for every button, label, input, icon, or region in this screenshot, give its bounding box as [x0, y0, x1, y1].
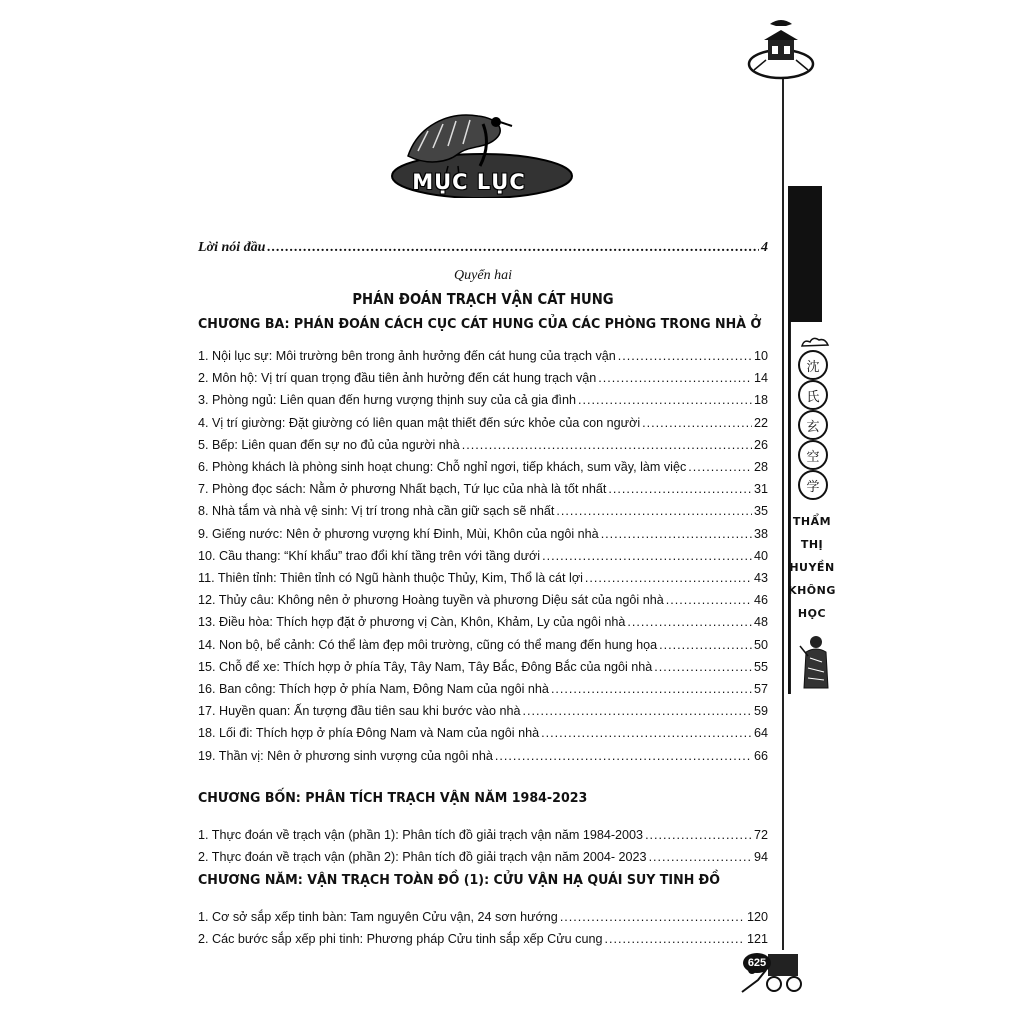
dot-leader [560, 911, 745, 924]
book-label: Quyển hai [454, 268, 512, 283]
toc-entry-title: 13. Điều hòa: Thích hợp đặt ở phương vị Càn, Khôn, Khảm, Ly của ngôi nhà [198, 615, 626, 630]
toc-entry [198, 720, 768, 740]
seal-icon: 空 [798, 440, 828, 470]
toc-entry-page: 43 [753, 571, 768, 585]
seal-icon: 玄 [798, 410, 828, 440]
toc-entry-title: 2. Các bước sắp xếp phi tinh: Phương pháp Cửu tinh sắp xếp Cửu cung [198, 932, 603, 947]
cloud-icon [800, 336, 830, 350]
series-title-line: HỌC [797, 607, 827, 620]
toc-entry [198, 432, 768, 452]
part-title: PHÁN ĐOÁN TRẠCH VẬN CÁT HUNG [352, 290, 614, 308]
dot-leader [541, 728, 752, 741]
chapter-title: CHƯƠNG NĂM: VẬN TRẠCH TOÀN ĐỒ (1): CỬU VẬN HẠ QUÁI SUY TINH ĐỒ [198, 872, 721, 888]
toc-entry [198, 609, 768, 629]
toc-entry-page: 121 [746, 932, 768, 947]
series-title [788, 510, 836, 625]
toc-entry-title: 1. Cơ sở sắp xếp tinh bàn: Tam nguyên Cửu vận, 24 sơn hướng [198, 910, 558, 924]
toc-entry-page: 46 [753, 593, 768, 608]
toc-entry-title: 1. Thực đoán về trạch vận (phần 1): Phân tích đồ giải trạch vận năm 1984-2003 [198, 828, 644, 842]
dot-leader [608, 484, 752, 497]
toc-entry-title: 19. Thần vị: Nên ở phương sinh vượng của ngôi nhà [198, 748, 493, 763]
chapter-title: CHƯƠNG BA: PHÁN ĐOÁN CÁCH CỤC CÁT HUNG CỦA CÁC PHÒNG TRONG NHÀ Ở [198, 316, 762, 332]
seal-icon: 沈 [798, 350, 828, 380]
page-number: 625 [743, 953, 771, 973]
dot-leader [605, 934, 745, 947]
toc-entry-page: 22 [753, 415, 768, 430]
dot-leader [642, 417, 752, 430]
toc-entry-page: 10 [753, 349, 768, 363]
toc-entry [198, 387, 768, 407]
dot-leader [598, 373, 752, 386]
series-title-line: THẨM [792, 515, 832, 528]
toc-entry-title: 4. Vị trí giường: Đặt giường có liên quan mật thiết đến sức khỏe của con người [198, 415, 641, 430]
dot-leader [523, 706, 752, 719]
toc-entry-page: 57 [753, 682, 768, 696]
dot-leader [649, 852, 752, 865]
toc-entry-page: 66 [753, 748, 768, 763]
toc-entry-page: 40 [753, 548, 768, 563]
toc-entry [198, 822, 768, 842]
toc-entry-title: 14. Non bộ, bể cảnh: Có thể làm đẹp môi trường, cũng có thể mang đến hung họa [198, 637, 658, 652]
seal-icon: 氏 [798, 380, 828, 410]
toc-entry [198, 410, 768, 430]
toc-entry [198, 926, 768, 946]
toc-entry-title: 11. Thiên tỉnh: Thiên tỉnh có Ngũ hành thuộc Thủy, Kim, Thổ là cát lợi [198, 571, 583, 585]
house-emblem-icon [746, 18, 816, 82]
toc-entry-title: 8. Nhà tắm và nhà vệ sinh: Vị trí trong nhà cần giữ sạch sẽ nhất [198, 504, 555, 519]
toc-entry [198, 565, 768, 585]
toc-entry [198, 454, 768, 474]
dot-leader [688, 461, 752, 474]
toc-entry-title: 17. Huyền quan: Ấn tượng đầu tiên sau khi bước vào nhà [198, 704, 521, 719]
toc-entry-page: 18 [753, 393, 768, 408]
toc-entry-title: 7. Phòng đọc sách: Nằm ở phương Nhất bạch, Tứ lục của nhà là tốt nhất [198, 482, 607, 497]
toc-entry-page: 35 [753, 504, 768, 519]
dot-leader [585, 572, 752, 585]
toc-entry-page: 64 [753, 726, 768, 741]
toc-entry [198, 498, 768, 518]
toc-entry-page: 26 [753, 437, 768, 452]
toc-entry-title: 16. Ban công: Thích hợp ở phía Nam, Đông Nam của ngôi nhà [198, 682, 549, 696]
dot-leader [654, 661, 752, 674]
toc-entry [198, 521, 768, 541]
toc-entry-title: 12. Thủy câu: Không nên ở phương Hoàng tuyền và phương Diệu sát của ngôi nhà [198, 593, 664, 608]
toc-entry-page: 28 [753, 460, 768, 474]
toc-entry-page: 14 [753, 371, 768, 386]
toc-entry [198, 543, 768, 563]
series-title-line: HUYỀN [789, 561, 835, 574]
dot-leader [495, 750, 752, 763]
toc-heading: MỤC LỤC [412, 170, 526, 194]
series-title-line: THỊ [800, 538, 824, 551]
toc-entry-page: 120 [746, 910, 768, 924]
dot-leader [556, 506, 752, 519]
toc-entry-title: 1. Nội lục sự: Môi trường bên trong ảnh hưởng đến cát hung của trạch vận [198, 349, 616, 363]
toc-entry-title: 2. Môn hộ: Vị trí quan trọng đầu tiên ảnh hưởng đến cát hung trạch vận [198, 371, 597, 386]
toc-entry [198, 632, 768, 652]
toc-entry-page: 59 [753, 704, 768, 719]
dot-leader [627, 617, 752, 630]
toc-entry [198, 365, 768, 385]
dot-leader [551, 683, 752, 696]
toc-entry [198, 476, 768, 496]
toc-entry [198, 904, 768, 924]
seal-icon: 学 [798, 470, 828, 500]
toc-entry-title: 10. Cầu thang: “Khí khẩu” trao đổi khí tầng trên với tầng dưới [198, 548, 541, 563]
toc-entry-title: 6. Phòng khách là phòng sinh hoạt chung: Chỗ nghỉ ngơi, tiếp khách, sum vầy, làm việc [198, 460, 687, 474]
dot-leader [462, 439, 752, 452]
toc-intro-page: 4 [761, 240, 768, 255]
toc-entry-page: 48 [753, 615, 768, 630]
toc-entry-title: 15. Chỗ để xe: Thích hợp ở phía Tây, Tây Nam, Tây Bắc, Đông Bắc của ngôi nhà [198, 659, 653, 674]
dot-leader [659, 639, 752, 652]
toc-entry-page: 38 [753, 526, 768, 541]
toc-intro-title: Lời nói đầu [198, 240, 266, 255]
toc-entry-title: 3. Phòng ngủ: Liên quan đến hưng vượng thịnh suy của cả gia đình [198, 393, 577, 408]
sage-figure-icon [796, 632, 832, 694]
toc-entry [198, 743, 768, 763]
toc-entry-title: 2. Thực đoán về trạch vận (phần 2): Phân tích đồ giải trạch vận năm 2004- 2023 [198, 850, 647, 865]
dot-leader [601, 528, 752, 541]
chapter-title: CHƯƠNG BỐN: PHÂN TÍCH TRẠCH VẬN NĂM 1984-2023 [198, 790, 588, 806]
toc-entry [198, 654, 768, 674]
toc-entry-page: 55 [753, 659, 768, 674]
toc-entry [198, 343, 768, 363]
toc-intro-row [198, 240, 768, 256]
toc-entry [198, 698, 768, 718]
margin-rule [782, 70, 784, 950]
toc-entry-title: 18. Lối đi: Thích hợp ở phía Đông Nam và Nam của ngôi nhà [198, 726, 540, 741]
dot-leader [618, 350, 752, 363]
dot-leader [542, 550, 752, 563]
dot-leader [267, 242, 759, 256]
toc-entry-page: 31 [753, 482, 768, 497]
toc-entry-title: 9. Giếng nước: Nên ở phương vượng khí Đinh, Mùi, Khôn của ngôi nhà [198, 526, 599, 541]
toc-entry [198, 844, 768, 864]
series-title-line: KHÔNG [788, 584, 836, 597]
dot-leader [578, 395, 752, 408]
toc-entry-title: 5. Bếp: Liên quan đến sự no đủ của người nhà [198, 437, 460, 452]
toc-entry-page: 72 [753, 828, 768, 842]
dot-leader [645, 829, 752, 842]
toc-entry [198, 676, 768, 696]
toc-entry [198, 587, 768, 607]
dot-leader [666, 595, 752, 608]
toc-entry-page: 50 [753, 637, 768, 652]
toc-entry-page: 94 [753, 850, 768, 865]
